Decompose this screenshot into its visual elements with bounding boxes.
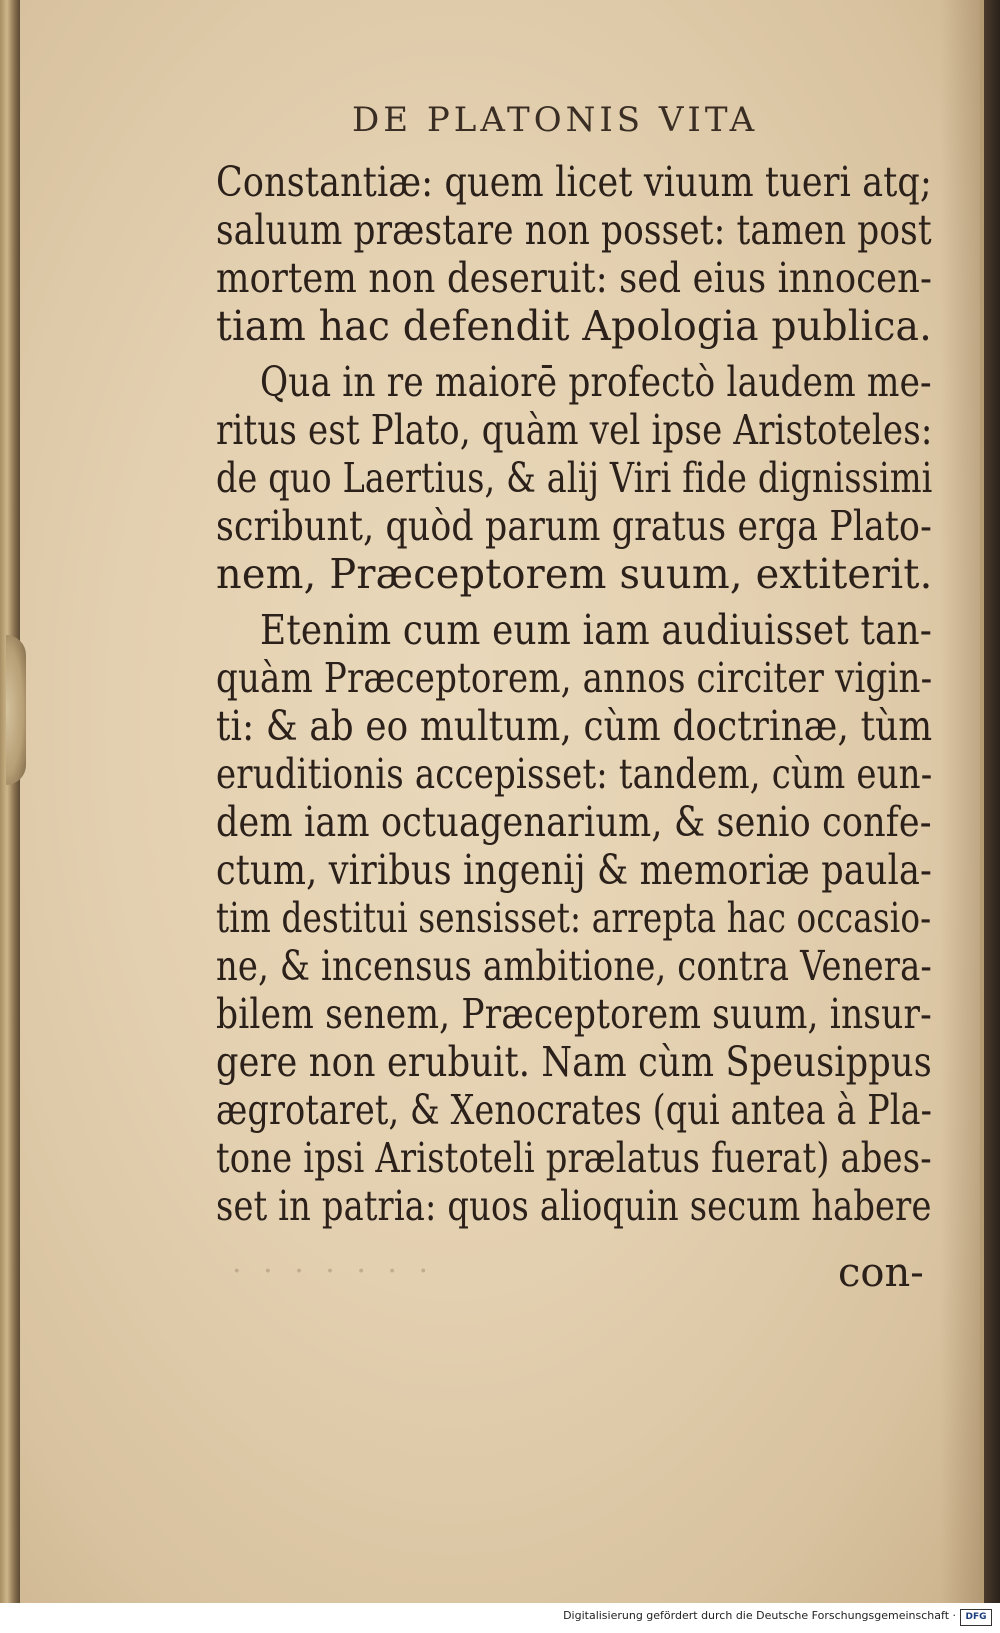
text-line: ægrotaret, & Xenocrates (qui antea à Pla- bbox=[216, 1086, 933, 1134]
show-through-text: · · · · · · · bbox=[226, 1254, 428, 1289]
text-line: Constantiæ: quem licet viuum tueri atq; bbox=[216, 158, 932, 206]
text-line: ne, & incensus ambitione, contra Venera- bbox=[216, 942, 932, 990]
text-line: bilem senem, Præceptorem suum, insur- bbox=[216, 990, 932, 1038]
text-line: tim destitui sensisset: arrepta hac occasio- bbox=[216, 894, 932, 942]
text-line: tone ipsi Aristoteli prælatus fuerat) abes- bbox=[216, 1134, 932, 1182]
running-head: DE PLATONIS VITA bbox=[352, 100, 759, 140]
text-line: ritus est Plato, quàm vel ipse Aristoteles: bbox=[216, 406, 933, 454]
book-edge-left bbox=[0, 0, 20, 1603]
clasp-tab bbox=[6, 635, 26, 785]
book-page bbox=[20, 0, 984, 1603]
footer-bar bbox=[0, 1603, 1000, 1633]
dfg-logo-icon: DFG bbox=[960, 1609, 992, 1626]
text-line: Qua in re maiorē profectò laudem me- bbox=[260, 358, 932, 406]
text-line: set in patria: quos alioquin secum habere bbox=[216, 1182, 932, 1230]
text-line: ctum, viribus ingenij & memoriæ paula- bbox=[216, 846, 933, 894]
text-line: dem iam octuagenarium, & senio confe- bbox=[216, 798, 932, 846]
text-line: tiam hac defendit Apologia publica. bbox=[216, 302, 932, 350]
text-line: scribunt, quòd parum gratus erga Plato- bbox=[216, 502, 932, 550]
text-line: eruditionis accepisset: tandem, cùm eun- bbox=[216, 750, 933, 798]
text-line: Etenim cum eum iam audiuisset tan- bbox=[260, 606, 933, 654]
text-line: ti: & ab eo multum, cùm doctrinæ, tùm bbox=[216, 702, 933, 750]
text-line: saluum præstare non posset: tamen post bbox=[216, 206, 932, 254]
text-line: mortem non deseruit: sed eius innocen- bbox=[216, 254, 933, 302]
text-line: de quo Laertius, & alij Viri fide dignissimi bbox=[216, 454, 933, 502]
text-line: gere non erubuit. Nam cùm Speusippus bbox=[216, 1038, 932, 1086]
catchword: con- bbox=[838, 1250, 924, 1296]
text-line: quàm Præceptorem, annos circiter vigin- bbox=[216, 654, 933, 702]
text-line: nem, Præceptorem suum, extiterit. bbox=[216, 550, 933, 598]
funding-credit: Digitalisierung gefördert durch die Deutsche Forschungsgemeinschaft · bbox=[563, 1609, 956, 1622]
book-binding-right bbox=[984, 0, 1000, 1603]
page-text bbox=[20, 0, 980, 1603]
